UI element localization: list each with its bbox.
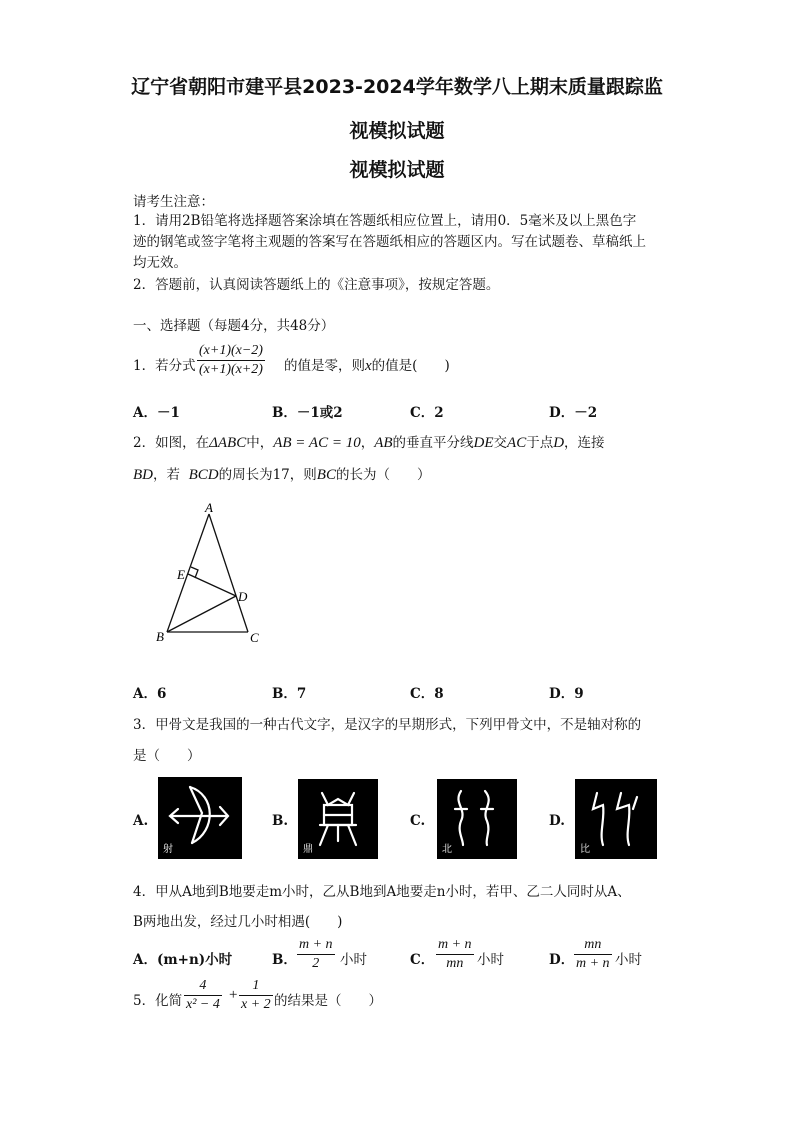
q1-suffix-text-2: 的值是( ) [371,358,450,374]
q2-line-2 [133,463,430,484]
page-title: 辽宁省朝阳市建平县2023-2024学年数学八上期末质量跟踪监 [131,76,663,98]
q2-text-d: 的垂直平分线 [392,435,474,451]
caption-she: 射 [163,844,173,855]
notice-item-1-end: 均无效。 [133,255,187,271]
q3-option-c[interactable]: C. [410,813,426,829]
side-ac [209,514,248,632]
page-subtitle: 视模拟试题 [349,159,445,181]
q2-text-c: ， [360,435,375,451]
q2-bd: BD [133,467,153,483]
q2-text-f: 于点 [526,435,554,451]
q3-line-2: 是（ ） [133,748,201,764]
q4-option-b-label[interactable]: B． [272,952,297,968]
notice-item-1-cont: 迹的钢笔或签字笔将主观题的答案写在答题纸相应的答题区内。写在试题卷、草稿纸上 [133,234,646,250]
q2-option-c[interactable]: C．8 [410,686,444,702]
q2-text-b: 中， [246,435,274,451]
q2-equation: AB = AC = 10 [273,435,361,451]
q1-denominator: (x+1)(x+2) [199,362,263,377]
q5-prefix: 5．化简 [133,993,183,1009]
q4-option-c-label[interactable]: C． [410,952,435,968]
q2-text-i: 的周长为17，则 [218,467,317,483]
q2-option-a[interactable]: A．6 [133,686,167,702]
side-ab [167,514,209,632]
q4-c-num: m + n [436,936,474,955]
label-b: B [156,629,164,644]
notice-item-2: 2．答题前，认真阅读答题纸上的《注意事项》，按规定答题。 [133,277,500,293]
q3-option-a[interactable]: A. [133,813,149,829]
q1-prefix: 1．若分式 [133,358,196,374]
q2-text-a: 2．如图，在 [133,435,210,451]
page-title-line2: 视模拟试题 [349,120,445,142]
q2-text-g: ，连接 [564,435,605,451]
q4-c-den: mn [446,956,464,971]
q4-b-den: 2 [312,956,320,971]
q3-option-b[interactable]: B. [272,813,289,829]
q4-line-1: 4．甲从A地到B地要走m小时，乙从B地到A地要走n小时，若甲、乙二人同时从A、 [133,884,631,900]
q4-option-b-fraction [297,936,335,973]
q2-triangle: ΔABC [209,435,247,451]
q2-de: DE [473,435,494,451]
q5-f1-num: 4 [184,977,222,996]
oracle-glyph-bei-image[interactable] [437,779,517,859]
notice-item-1: 1．请用2B铅笔将选择题答案涂填在答题纸相应位置上，请用0．5毫米及以上黑色字 [133,213,637,229]
q2-line-1 [133,431,605,452]
q1-fraction [197,342,265,379]
q5-fraction-2 [239,977,273,1014]
q4-option-d-label[interactable]: D． [549,952,575,968]
q4-option-c-unit: 小时 [477,952,504,968]
caption-bei: 北 [442,844,452,855]
q5-f2-den: x + 2 [241,997,271,1012]
label-a: A [205,500,213,515]
q1-option-d[interactable]: D．－2 [549,405,598,421]
q4-option-d-fraction [574,936,612,973]
q1-suffix-text: 的值是零，则 [284,358,365,374]
q1-option-c[interactable]: C．2 [410,405,444,421]
notice-heading: 请考生注意： [133,194,214,210]
oracle-glyph-she-image[interactable] [158,777,242,859]
q4-d-den: m + n [576,956,610,971]
q5-suffix: 的结果是（ ） [274,993,382,1009]
q5-plus: + [229,987,238,1003]
caption-bi: 比 [580,844,590,855]
q4-option-a[interactable]: A．(m+n)小时 [133,952,233,968]
q2-option-d[interactable]: D．9 [549,686,584,702]
q2-option-b[interactable]: B．7 [272,686,307,702]
oracle-glyph-bi-image[interactable] [575,779,657,859]
q2-text-h: ，若 [153,467,180,483]
q3-line-1: 3．甲骨文是我国的一种古代文字，是汉字的早期形式，下列甲骨文中，不是轴对称的 [133,717,642,733]
q4-b-num: m + n [297,936,335,955]
q5-f2-num: 1 [239,977,273,996]
section-heading: 一、选择题（每题4分，共48分） [133,318,335,334]
label-d: D [238,589,248,604]
q4-line-2: B两地出发，经过几小时相遇( ) [133,914,343,930]
q2-d: D [553,435,565,451]
q2-text-j: 的长为（ ） [335,467,431,483]
q4-option-c-fraction [436,936,474,973]
q4-option-b-unit: 小时 [340,952,367,968]
q1-option-a[interactable]: A．－1 [133,405,180,421]
q4-d-num: mn [574,936,612,955]
caption-ding: 鼎 [303,844,313,855]
q2-text-e: 交 [493,435,508,451]
q1-numerator: (x+1)(x−2) [197,342,265,361]
q1-option-b[interactable]: B．－1或2 [272,405,343,421]
q2-ab: AB [374,435,393,451]
label-e: E [177,567,185,582]
q1-suffix [284,354,450,375]
q1-var: x [365,358,372,374]
q4-option-d-unit: 小时 [615,952,642,968]
q3-option-d[interactable]: D. [549,813,565,829]
q2-bc: BC [316,467,336,483]
q5-f1-den: x² − 4 [186,997,220,1012]
q2-ac: AC [507,435,527,451]
oracle-glyph-ding-image[interactable] [298,779,378,859]
q2-triangle-figure [150,500,270,650]
q5-fraction-1 [184,977,222,1014]
label-c: C [250,630,259,645]
q2-bcd: BCD [188,467,219,483]
